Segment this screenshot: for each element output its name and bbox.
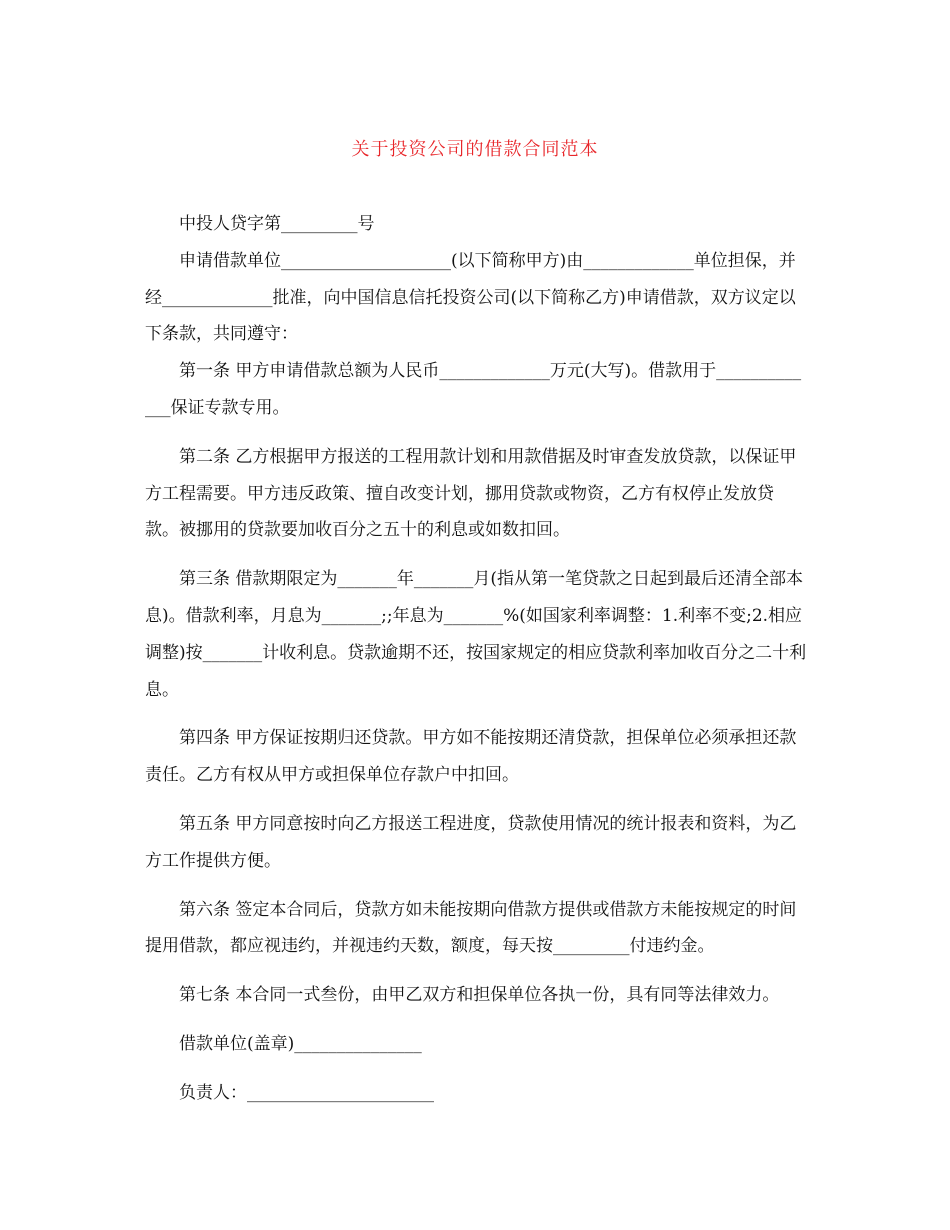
clause-2: 第二条 乙方根据甲方报送的工程用款计划和用款借据及时审查发放贷款，以保证甲方工程需要。甲方违反政策、擅自改变计划，挪用贷款或物资，乙方有权停止发放贷款。被挪用的贷款要加收百分之五十的利息或如数扣回。 — [145, 446, 797, 541]
contract-number-line: 中投人贷字第_________号 — [179, 214, 375, 234]
responsible-person-line: 负责人：______________________ — [179, 1082, 434, 1103]
document-body — [145, 206, 807, 1112]
clause-4: 第四条 甲方保证按期归还贷款。甲方如不能按期还清贷款，担保单位必须承担还款责任。乙方有权从甲方或担保单位存款户中扣回。 — [145, 728, 797, 786]
clause-7: 第七条 本合同一式叁份，由甲乙双方和担保单位各执一份，具有同等法律效力。 — [179, 985, 780, 1006]
clause-3: 第三条 借款期限定为_______年_______月(指从第一笔贷款之日起到最后还清全部本息)。借款利率，月息为_______;;年息为_______%(如国家利率调整：1.利率不变;2.相应调整)按_______计收利息。贷款逾期不还，按国家规定的相应贷款利率加收百分之二十利息。 — [145, 569, 807, 700]
borrower-seal-line: 借款单位(盖章)_______________ — [179, 1033, 422, 1054]
clause-1: 第一条 甲方申请借款总额为人民币_____________万元(大写)。借款用于_____________保证专款专用。 — [145, 361, 802, 418]
clause-5: 第五条 甲方同意按时向乙方报送工程进度，贷款使用情况的统计报表和资料，为乙方工作提供方便。 — [145, 813, 797, 871]
contract-preamble: 申请借款单位____________________(以下简称甲方)由_____________单位担保，并经_____________批准，向中国信息信托投资公司(以下简称乙方)申请借款，双方议定以下条款，共同遵守： — [145, 250, 796, 345]
clause-6: 第六条 签定本合同后，贷款方如未能按期向借款方提供或借款方未能按规定的时间提用借款，都应视违约，并视违约天数，额度，每天按_________付违约金。 — [145, 899, 797, 957]
document-title: 关于投资公司的借款合同范本 — [351, 139, 599, 160]
